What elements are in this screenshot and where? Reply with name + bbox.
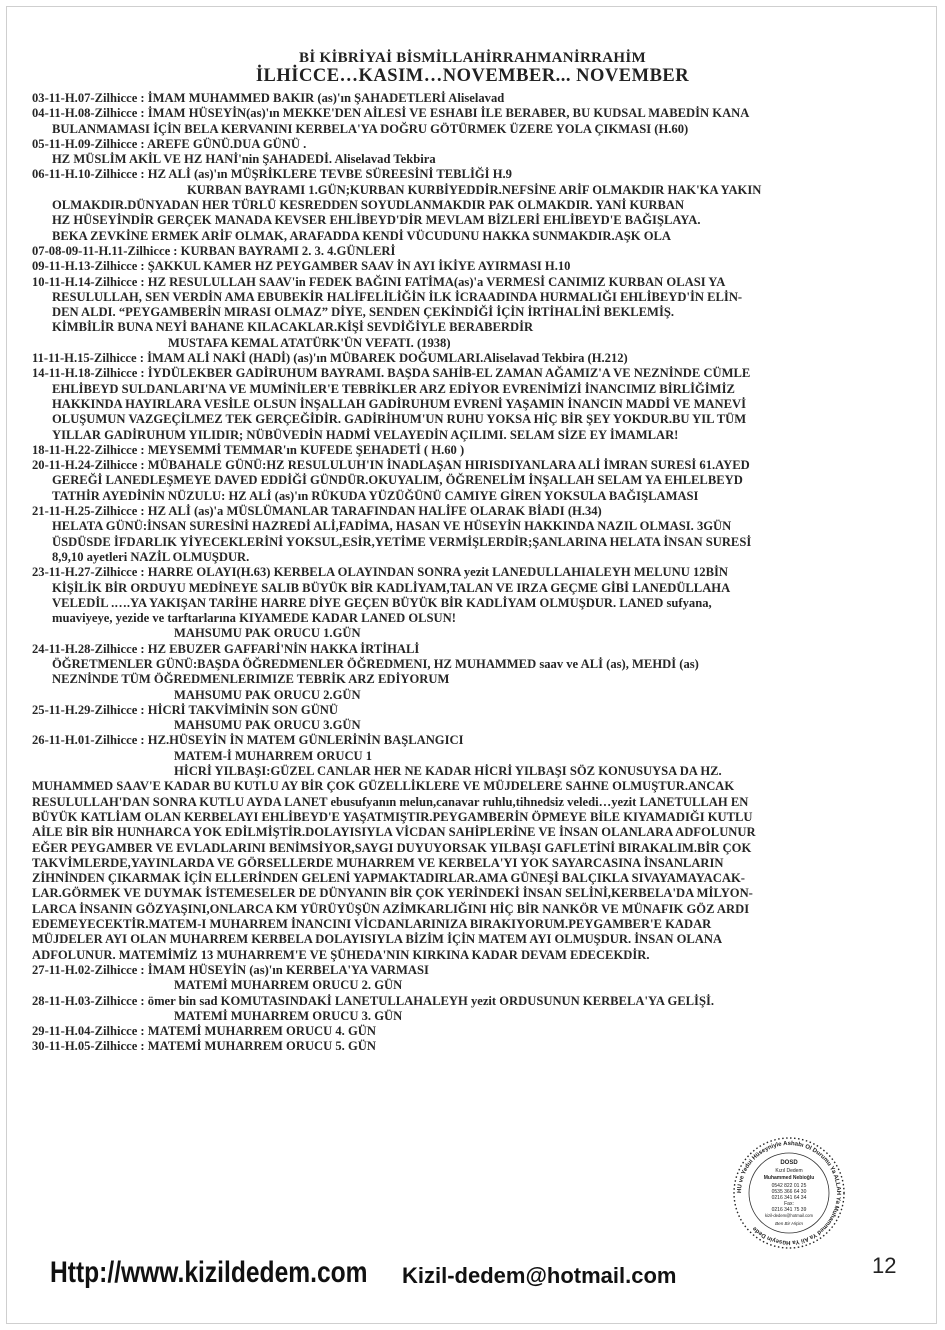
calendar-line: KURBAN BAYRAMI 1.GÜN;KURBAN KURBİYEDDİR.NEFSİNE ARİF OLMAKDIR HAK'KA YAKIN xyxy=(187,182,762,197)
calendar-line: HZ HÜSEYİNDİR GERÇEK MANADA KEVSER EHLİBEYD'DİR MEVLAM BİZLERİ EHLİBEYD'E BAĞIŞLAYA. xyxy=(52,213,701,228)
calendar-line: 29-11-H.04-Zilhicce : MATEMİ MUHARREM ORUCU 4. GÜN xyxy=(32,1024,376,1039)
calendar-line: LARCA İNSANIN GÖZYAŞINI,ONLARCA KM YÜRÜYÜŞÜN AZİMKARLIĞINI HİÇ BİR NANKÖR VE MÜNAFIK GÖZ ARDI xyxy=(32,901,750,916)
calendar-line: 20-11-H.24-Zilhicce : MÜBAHALE GÜNÜ:HZ RESULULUH'IN İNADLAŞAN HIRISDIYANLARA ALİ İMRAN SURESİ 61.AYED xyxy=(32,458,750,473)
calendar-line: AİLE BİR BİR HUNHARCA YOK EDİLMİŞTİR.DOLAYISIYLA VİCDAN SAHİPLERİNE VE İNSAN OLANLARA ADFOLUNUR xyxy=(32,825,756,840)
badge-phone-2: 0535 366 64 30 xyxy=(771,1189,807,1195)
calendar-line: VELEDİL .….YA YAKIŞAN TARİHE HARRE DİYE GEÇEN BÜYÜK BİR KADLİYAM OLMUŞDUR. LANED sufyana, xyxy=(52,595,712,610)
header-line-2: İLHİCCE…KASIM…NOVEMBER... NOVEMBER xyxy=(255,66,690,86)
calendar-line: NEZNİNDE TÜM ÖĞREDMENLERIMIZE TEBRİK ARZ EDİYORUM xyxy=(52,672,450,687)
footer-website-link[interactable]: Http://www.kizildedem.com xyxy=(50,1256,368,1289)
badge-email: kizil-dedem@hotmail.com xyxy=(764,1213,814,1218)
calendar-line: 05-11-H.09-Zilhicce : AREFE GÜNÜ.DUA GÜNÜ . xyxy=(32,136,307,151)
calendar-line: OLUŞUMUN VAZGEÇİLMEZ TEK GERÇEĞİDİR. GADİRİHUM'UN RUHU YOKSA HİÇ BİR ŞEY YOKDUR.BU YIL TÜM xyxy=(52,412,747,427)
calendar-line: 30-11-H.05-Zilhicce : MATEMİ MUHARREM ORUCU 5. GÜN xyxy=(32,1039,376,1054)
calendar-line: 09-11-H.13-Zilhicce : ŞAKKUL KAMER HZ PEYGAMBER SAAV İN AYI İKİYE AYIRMASI H.10 xyxy=(32,259,571,274)
calendar-line: EĞER PEYGAMBER VE EVLADLARINI BENİMSİYOR,SAYGI DUYUYORSAK YILBAŞI GAFLETİNİ BIRAKALIM.BİR ÇOK xyxy=(32,840,752,855)
calendar-body xyxy=(32,91,912,1055)
calendar-line: HİCRİ YILBAŞI:GÜZEL CANLAR HER NE KADAR HİCRİ YILBAŞI SÖZ KONUSUYSA DA HZ. xyxy=(174,764,722,779)
calendar-line: ÖĞRETMENLER GÜNÜ:BAŞDA ÖĞREDMENLER ÖĞREDMENI, HZ MUHAMMED saav ve ALİ (as), MEHDİ (as) xyxy=(52,656,699,671)
badge-bottom: Ben Bir Hiçim xyxy=(775,1221,803,1226)
calendar-line: BULANMAMASI İÇİN BELA KERVANINI KERBELA'YA DOĞRU GÖTÜRMEK ÜZERE YOLA ÇIKMASI (H.60) xyxy=(52,121,689,136)
calendar-line: MATEMİ MUHARREM ORUCU 2. GÜN xyxy=(174,978,403,993)
calendar-line: 07-08-09-11-H.11-Zilhicce : KURBAN BAYRAMI 2. 3. 4.GÜNLERİ xyxy=(32,243,396,258)
calendar-line: RESULULLAH, SEN VERDİN AMA EBUBEKİR HALİFELİLİĞİN İLK İCRAADINDA HURMALIĞI EHLİBEYD'İN ELİN- xyxy=(52,289,743,304)
badge-sub: Kızıl Dedem xyxy=(775,1168,803,1174)
calendar-line: DEN ALDI. “PEYGAMBERİN MIRASI OLMAZ” DİYE, SENDEN ÇEKİNDİĞİ İÇİN İRTİHALİNİ BEKLEMİŞ. xyxy=(52,305,675,320)
calendar-line: KİMBİLİR BUNA NEYİ BAHANE KILACAKLAR.KİŞİ SEVDİĞİYLE BERABERDİR xyxy=(52,320,534,335)
calendar-line: MATEMİ MUHARREM ORUCU 3. GÜN xyxy=(174,1008,403,1023)
calendar-line: 24-11-H.28-Zilhicce : HZ EBUZER GAFFARİ'NİN HAKKA İRTİHALİ xyxy=(32,641,420,656)
calendar-line: YILLAR GADİRUHUM YILIDIR; NÜBÜVEDİN HADMİ VELAYEDİN AÇILIMI. SELAM SİZE EY İMAMLAR! xyxy=(52,427,679,442)
calendar-line: muaviyeye, yezide ve tarftarlarına KIYAMEDE KADAR LANED OLSUN! xyxy=(52,611,456,626)
page-number: 12 xyxy=(872,1253,897,1278)
calendar-line: OLMAKDIR.DÜNYADAN HER TÜRLÜ KESREDDEN SOYUDLANMAKDIR PAK OLMAKDIR. YANİ KURBAN xyxy=(52,198,685,213)
calendar-line: MAHSUMU PAK ORUCU 1.GÜN xyxy=(174,626,361,641)
footer-email-link[interactable]: Kizil-dedem@hotmail.com xyxy=(402,1263,677,1288)
calendar-line: 03-11-H.07-Zilhicce : İMAM MUHAMMED BAKIR (as)'ın ŞAHADETLERİ Aliselavad xyxy=(32,91,505,105)
badge-phone-1: 0542 822 01 25 xyxy=(771,1183,807,1189)
calendar-line: MÜJDELER AYI OLAN MUHARREM KERBELA DOLAYISIYLA BİZİM İÇİN MATEM AYI OLMUŞDUR. İNSAN OLANA xyxy=(32,932,723,947)
calendar-line: BÜYÜK KATLİAM OLAN KERBELAYI EHLİBEYD'E YAŞATMIŞTIR.PEYGAMBERİN ÖPMEYE BİLE KIYAMADIĞI KUTLU xyxy=(32,809,753,824)
calendar-line: HZ MÜSLİM AKİL VE HZ HANİ'nin ŞAHADEDİ. Aliselavad Tekbira xyxy=(52,152,436,167)
calendar-line: 25-11-H.29-Zilhicce : HİCRİ TAKVİMİNİN SON GÜNÜ xyxy=(32,702,338,717)
calendar-line: MUHAMMED SAAV'E KADAR BU KUTLU AY BİR ÇOK GÜZELLİKLERE VE MÜJDELERE SAHNE OLMUŞTUR.ANCAK xyxy=(32,779,735,794)
calendar-line: GEREĞİ LANEDLEŞMEYE DAVED EDDİĞİ GÜNDÜR.OKUYALIM, ÖĞRENELİM İNŞALLAH SELAM YA EHLELBEYD xyxy=(52,473,743,488)
calendar-line: 21-11-H.25-Zilhicce : HZ ALİ (as)'a MÜSLÜMANLAR TARAFINDAN HALİFE OLARAK BİADI (H.34) xyxy=(32,504,602,519)
calendar-line: RESULULLAH'DAN SONRA KUTLU AYDA LANET ebusufyanın melun,canavar ruhlu,tihnedsiz veledi…yezit LANETULLAH EN xyxy=(32,794,749,809)
calendar-line: HAKKINDA HAYIRLARA VESİLE OLSUN İNŞALLAH GADİRUHUM EVRENİ YAŞAMIN İNANCIN MADDİ VE MANEVİ xyxy=(52,396,747,411)
calendar-line: ÜSDÜSDE İFDARLIK YİYECEKLERİNİ YOKSUL,ESİR,YETİME VERMİŞLERDİR;ŞANLARINA HELATA İNSAN SURESİ xyxy=(52,534,752,549)
badge-phone-3: 0216 341 64 34 xyxy=(771,1195,807,1201)
calendar-line: LAR.GÖRMEK VE DUYMAK İSTEMESELER DE DÜNYANIN BİR ÇOK YERİNDEKİ İNSAN SELİNİ,KERBELA'DA MİLYON- xyxy=(32,886,753,901)
badge-name: Muhammed Nebioğlu xyxy=(763,1175,815,1181)
calendar-line: MUSTAFA KEMAL ATATÜRK'ÜN VEFATI. (1938) xyxy=(168,335,451,350)
calendar-line: HELATA GÜNÜ:İNSAN SURESİNİ HAZREDİ ALİ,FADİMA, HASAN VE HÜSEYİN HAKKINDA NAZIL OLMASI. 3GÜN xyxy=(52,519,732,534)
calendar-line: EHLİBEYD SULDANLARI'NA VE MUMİNİLER'E TEBRİKLER ARZ EDİYOR EVRENİMİZİ İNANCIMIZ BİRLİĞİMİZ xyxy=(52,381,735,396)
calendar-line: EDEMEYECEKTİR.MATEM-I MUHARREM İNANCINI VİCDANLARINIZA BIRAKIYORUM.PEYGAMBER'E KADAR xyxy=(32,917,712,932)
calendar-line: 10-11-H.14-Zilhicce : HZ RESULULLAH SAAV'in FEDEK BAĞINI FATİMA(as)'a VERMESİ CANIMIZ KURBAN OLASI YA xyxy=(32,274,726,289)
calendar-line: 26-11-H.01-Zilhicce : HZ.HÜSEYİN İN MATEM GÜNLERİNİN BAŞLANGICI xyxy=(32,733,464,748)
calendar-line: TATHİR AYEDİNİN NÜZULU: HZ ALİ (as)'ın RÜKUDA YÜZÜĞÜNÜ CAMIYE GİREN YOKSULA BAĞIŞLAMASI xyxy=(52,488,699,503)
calendar-line: ZİHNİNDEN ÇIKARMAK İÇİN ELLERİNDEN GELENİ YAPMAKTADIRLAR.AMA GÜNEŞİ BALÇIKLA SIVAYAMAYACAK- xyxy=(32,871,745,886)
calendar-line: 8,9,10 ayetleri NAZİL OLMUŞDUR. xyxy=(52,549,250,564)
stamp-badge xyxy=(732,1136,846,1250)
calendar-line: KİŞİLİK BİR ORDUYU MEDİNEYE SALIB BÜYÜK BİR KADLİYAM,TALAN VE IRZA GEÇME GİBİ LANEDÜLLAHA xyxy=(52,580,731,595)
calendar-line: 23-11-H.27-Zilhicce : HARRE OLAYI(H.63) KERBELA OLAYINDAN SONRA yezit LANEDULLAHIALEYH MELUNU 12BİN xyxy=(32,565,728,580)
calendar-line: MAHSUMU PAK ORUCU 3.GÜN xyxy=(174,718,361,733)
calendar-line: 06-11-H.10-Zilhicce : HZ ALİ (as)'ın MÜŞRİKLERE TEVBE SÜREESİNİ TEBLİĞİ H.9 xyxy=(32,167,512,182)
calendar-line: ADFOLUNUR. MATEMİMİZ 13 MUHARREM'E VE ŞÜHEDA'NIN KIRKINA KADAR DEVAM EDECEKDİR. xyxy=(32,947,650,962)
calendar-line: MATEM-İ MUHARREM ORUCU 1 xyxy=(174,748,373,763)
calendar-line: 04-11-H.08-Zilhicce : İMAM HÜSEYİN(as)'ın MEKKE'DEN AİLESİ VE ESHABI İLE BERABER, BU KUDSAL MABEDİN KANA xyxy=(32,106,750,121)
calendar-line: 11-11-H.15-Zilhicce : İMAM ALİ NAKİ (HADİ) (as)'ın MÜBAREK DOĞUMLARI.Aliselavad Tekbira (H.212) xyxy=(32,351,628,366)
badge-fax-label: Fax: xyxy=(784,1201,794,1207)
badge-title: DOSD xyxy=(780,1160,798,1166)
badge-ring-text: HU ve Yedui Hüseyniyle Ashabı Ol Durumu Ya ALLAH Ya Muhammed Ya Ali Ya Hüseyin Dede xyxy=(736,1140,842,1246)
calendar-line: BEKA ZEVKİNE ERMEK ARİF OLMAK, ARAFADDA KENDİ VÜCUDUNU HAKKA SUNMAKDIR.AŞK OLA xyxy=(52,228,672,243)
calendar-line: MAHSUMU PAK ORUCU 2.GÜN xyxy=(174,687,361,702)
calendar-line: TAKVİMLERDE,YAYINLARDA VE GÖRSELLERDE MUHARREM VE KERBELA'YI YOK SAYARCASINA İNSANLARIN xyxy=(32,855,724,870)
badge-fax: 0216 341 75 39 xyxy=(771,1207,807,1213)
calendar-line: 18-11-H.22-Zilhicce : MEYSEMMİ TEMMAR'ın KUFEDE ŞEHADETİ ( H.60 ) xyxy=(32,442,465,457)
calendar-line: 28-11-H.03-Zilhicce : ömer bin sad KOMUTASINDAKİ LANETULLAHALEYH yezit ORDUSUNUN KERBELA'YA GELİŞİ. xyxy=(32,993,714,1008)
header-line-1: Bİ KİBRİYAİ BİSMİLLAHİRRAHMANİRRAHİM xyxy=(299,50,646,66)
calendar-line: 27-11-H.02-Zilhicce : İMAM HÜSEYİN (as)'ın KERBELA'YA VARMASI xyxy=(32,962,429,977)
calendar-line: 14-11-H.18-Zilhicce : İYDÜLEKBER GADİRUHUM BAYRAMI. BAŞDA SAHİB-EL ZAMAN AĞAMIZ'A VE NEZNİNDE CÜMLE xyxy=(32,366,751,381)
